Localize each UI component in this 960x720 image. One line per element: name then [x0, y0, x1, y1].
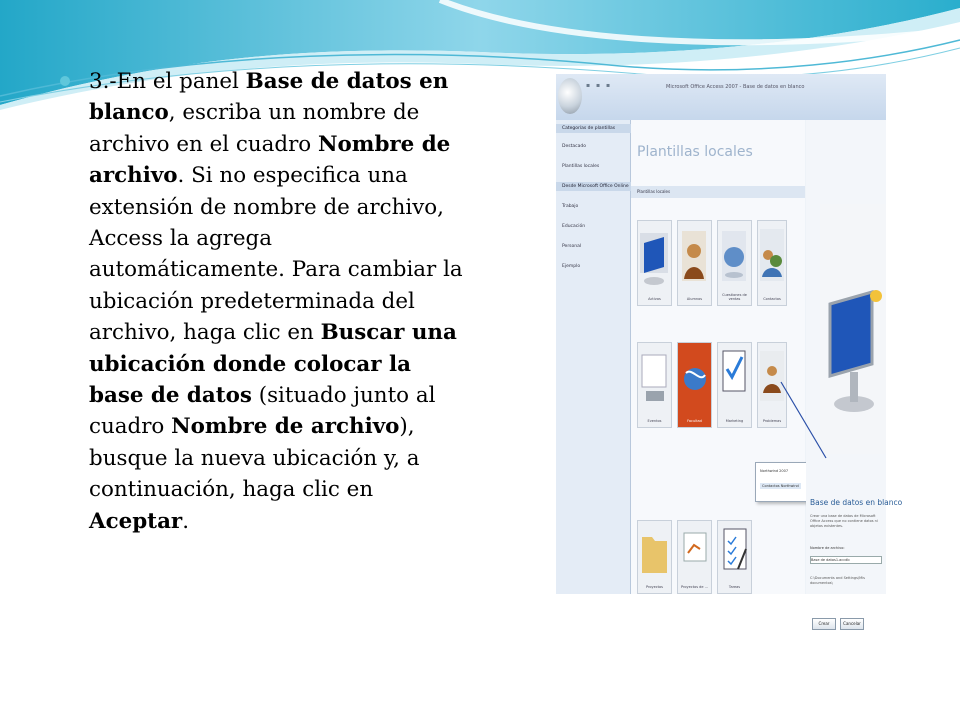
blank-database-image: [820, 204, 886, 454]
location-note: C:\Documents and Settings\Mis documentos\: [810, 576, 865, 585]
sidebar-item-ejemplo[interactable]: Ejemplo: [562, 264, 581, 269]
create-button[interactable]: Crear: [812, 618, 836, 630]
blank-database-panel: [806, 120, 903, 626]
popup-item-northwind[interactable]: Northwind 2007: [760, 469, 789, 473]
text-segment: (situado junto al cuadro: [89, 383, 436, 440]
section-header-text: Plantillas locales: [637, 189, 671, 194]
bold-term: Aceptar: [89, 508, 183, 534]
globe-icon: [718, 221, 751, 291]
template-tile-cuestiones[interactable]: [717, 220, 752, 306]
local-templates-panel: [631, 120, 805, 594]
template-tile-eventos[interactable]: [637, 342, 672, 428]
template-tile-contactos[interactable]: [757, 220, 787, 306]
access-screenshot: [556, 74, 903, 626]
template-tile-alumnos[interactable]: [677, 220, 712, 306]
sidebar-item-educacion[interactable]: Educación: [562, 224, 586, 229]
quick-access-icons[interactable]: ▪ ▪ ▪: [586, 82, 613, 89]
checklist-icon: [718, 343, 751, 413]
sidebar-header-online: Desde Microsoft Office Online: [556, 182, 634, 191]
window-title: Microsoft Office Access 2007 - Base de datos en blanco: [666, 84, 805, 90]
section-header: [631, 186, 805, 198]
tile-caption: Proyectos: [645, 585, 664, 589]
sidebar-header: Categorías de plantillas: [556, 124, 634, 133]
faculty-globe-icon: [678, 343, 711, 413]
monitor-icon: [638, 221, 671, 291]
sidebar-item-destacado[interactable]: Destacado: [562, 144, 586, 149]
blank-database-title: Base de datos en blanco: [810, 498, 903, 507]
template-tile-activos[interactable]: [637, 220, 672, 306]
template-tile-facultad[interactable]: [677, 342, 712, 428]
tile-caption: Cuestiones de ventas: [722, 293, 747, 301]
text-segment: ), busque la nueva ubicación y, a continuación, haga clic en: [89, 414, 420, 503]
panel-title: Plantillas locales: [637, 144, 753, 160]
tile-caption: Activos: [648, 297, 661, 301]
contacts-icon: [758, 221, 786, 291]
office-button-icon[interactable]: [558, 78, 582, 114]
template-tile-tareas[interactable]: [717, 520, 752, 594]
tile-caption: Problemas: [762, 419, 782, 423]
blank-database-description: Crear una base de datos de Microsoft Office Access que no contiene datos ni objetos existentes.: [810, 514, 878, 528]
tile-caption: Eventos: [647, 419, 662, 423]
instruction-text: [62, 66, 472, 537]
template-tile-marketing[interactable]: [717, 342, 752, 428]
calendar-icon: [638, 343, 671, 413]
cancel-button[interactable]: Cancelar: [840, 618, 864, 630]
bold-term: Buscar una ubicación donde colocar la base de datos: [89, 320, 457, 409]
student-icon: [678, 221, 711, 291]
tile-caption: Facultad: [687, 419, 702, 423]
sidebar-item-plantillas-locales[interactable]: Plantillas locales: [562, 164, 600, 169]
bullet-paragraph: [62, 66, 472, 537]
tile-caption: Proyectos de ...: [681, 585, 708, 589]
template-tile-proyectos-marketing[interactable]: [677, 520, 712, 594]
bold-term: Nombre de archivo: [171, 414, 400, 440]
text-segment: 3.-En el panel: [89, 69, 246, 94]
filename-label: Nombre de archivo:: [810, 546, 845, 550]
tile-caption: Tareas: [728, 585, 741, 589]
sidebar-item-trabajo[interactable]: Trabajo: [562, 204, 579, 209]
presentation-icon: [678, 521, 711, 581]
sidebar-item-personal[interactable]: Personal: [562, 244, 582, 249]
bold-term: Nombre de archivo: [89, 131, 451, 189]
text-segment: . Si no especifica una extensión de nombre de archivo, Access la agrega automáticamente. Para cambiar la ubicación predeterminada del archivo, haga clic en: [89, 163, 463, 346]
filename-input[interactable]: Base de datos1.accdb: [810, 556, 882, 564]
tile-caption: Alumnos: [686, 297, 703, 301]
tile-caption: Contactos: [763, 297, 781, 301]
template-tile-problemas[interactable]: [757, 342, 787, 428]
bold-term: Base de datos en blanco: [89, 69, 449, 126]
tile-caption: Marketing: [725, 419, 744, 423]
text-segment: , escriba un nombre de archivo en el cuadro: [89, 100, 420, 157]
window-titlebar: [556, 74, 886, 120]
popup-item-contactos[interactable]: Contactos Northwind: [762, 484, 799, 488]
template-categories-sidebar: [556, 120, 631, 594]
template-tile-proyectos[interactable]: [637, 520, 672, 594]
text-segment: .: [182, 508, 190, 534]
database-monitor-icon: [820, 204, 886, 454]
clipboard-icon: [718, 521, 751, 581]
person-icon: [758, 343, 786, 413]
folder-icon: [638, 521, 671, 581]
